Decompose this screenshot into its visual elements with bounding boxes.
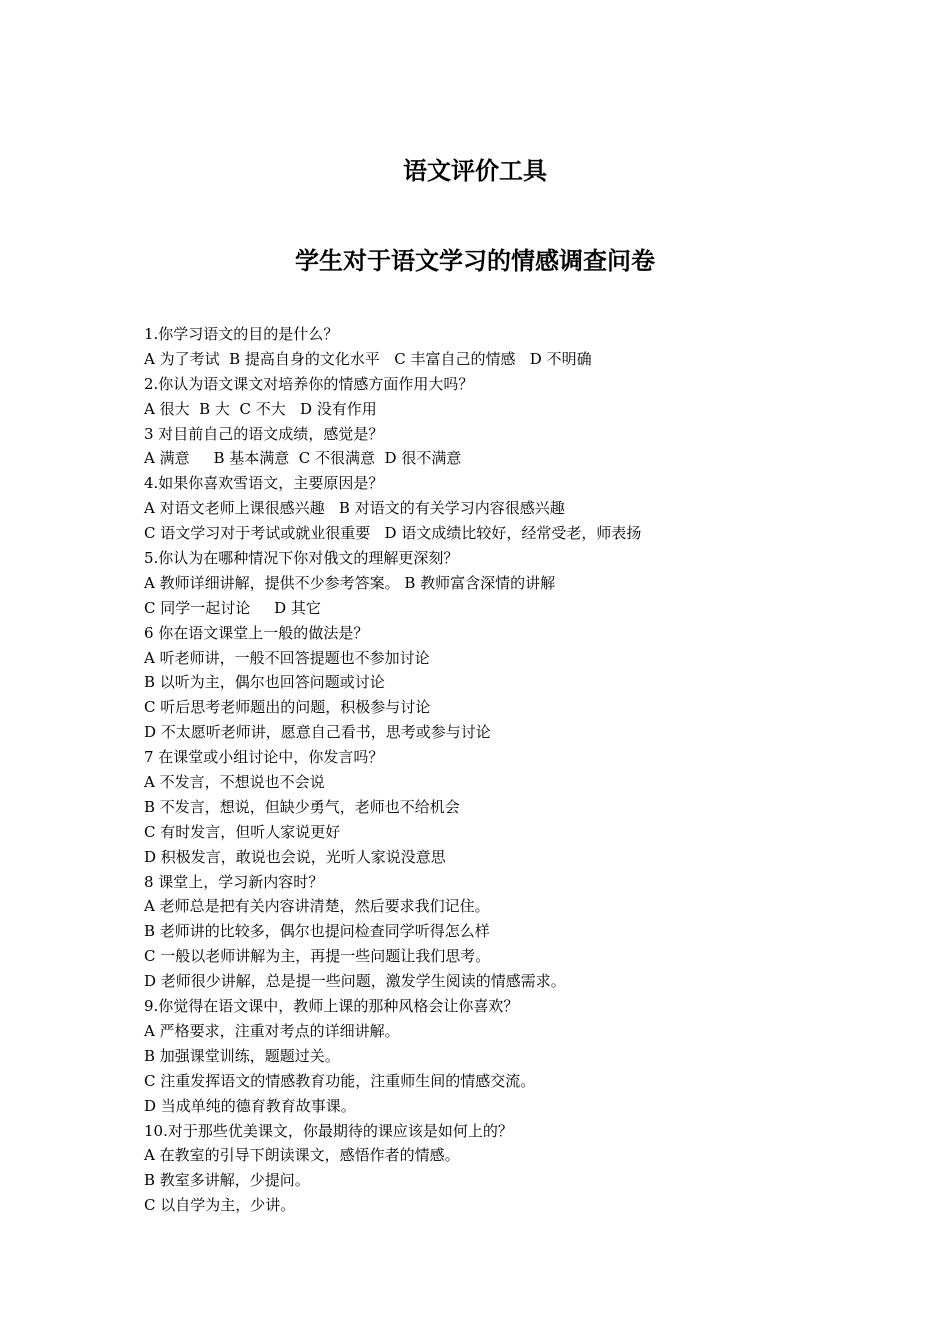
document-title: 语文评价工具 bbox=[403, 157, 547, 185]
questionnaire-line: 5.你认为在哪种情况下你对俄文的理解更深刻？ bbox=[144, 549, 459, 568]
questionnaire-line: 10.对于那些优美课文，你最期待的课应该是如何上的？ bbox=[144, 1121, 513, 1140]
questionnaire-line: 2.你认为语文课文对培养你的情感方面作用大吗？ bbox=[144, 374, 474, 393]
questionnaire-line: A 很大 B 大 C 不大 D 没有作用 bbox=[144, 399, 377, 418]
questionnaire-line: 3 对目前自己的语文成绩，感觉是？ bbox=[144, 424, 384, 443]
questionnaire-line: A 严格要求，注重对考点的详细讲解。 bbox=[144, 1021, 400, 1040]
questionnaire-line: B 不发言，想说，但缺少勇气，老师也不给机会 bbox=[144, 797, 460, 816]
questionnaire-line: 7 在课堂或小组讨论中，你发言吗？ bbox=[144, 748, 384, 767]
questionnaire-line: 4.如果你喜欢雪语文，主要原因是？ bbox=[144, 474, 384, 493]
questionnaire-line: B 以听为主，偶尔也回答问题或讨论 bbox=[144, 673, 385, 692]
questionnaire-line: C 听后思考老师题出的问题，积极参与讨论 bbox=[144, 698, 431, 717]
questionnaire-line: 1.你学习语文的目的是什么？ bbox=[144, 325, 339, 343]
questionnaire-line: B 老师讲的比较多，偶尔也提问检查同学听得怎么样 bbox=[144, 922, 490, 941]
questionnaire-line: 6 你在语文课堂上一般的做法是？ bbox=[144, 623, 369, 642]
questionnaire-line: D 不太愿听老师讲，愿意自己看书，思考或参与讨论 bbox=[144, 723, 491, 742]
questionnaire-line: B 教室多讲解，少提问。 bbox=[144, 1171, 310, 1190]
questionnaire-line: C 语文学习对于考试或就业很重要 D 语文成绩比较好，经常受老，师表扬 bbox=[144, 524, 642, 543]
questionnaire-line: C 一般以老师讲解为主，再提一些问题让我们思考。 bbox=[144, 947, 491, 966]
questionnaire-line: A 在教室的引导下朗读课文，感悟作者的情感。 bbox=[144, 1146, 460, 1165]
questionnaire-line: B 加强课堂训练，题题过关。 bbox=[144, 1046, 340, 1065]
questionnaire-line: 8 课堂上，学习新内容时？ bbox=[144, 872, 324, 891]
questionnaire-line: D 积极发言，敢说也会说，光听人家说没意思 bbox=[144, 847, 446, 866]
questionnaire-line: A 教师详细讲解，提供不少参考答案。 B 教师富含深情的讲解 bbox=[144, 573, 556, 592]
questionnaire-line: A 不发言，不想说也不会说 bbox=[144, 773, 325, 792]
questionnaire-line: A 对语文老师上课很感兴趣 B 对语文的有关学习内容很感兴趣 bbox=[144, 499, 565, 518]
document-subtitle: 学生对于语文学习的情感调查问卷 bbox=[295, 247, 655, 275]
questionnaire-line: D 老师很少讲解，总是提一些问题，激发学生阅读的情感需求。 bbox=[144, 972, 566, 991]
questionnaire-line: A 为了考试 B 提高自身的文化水平 C 丰富自己的情感 D 不明确 bbox=[144, 349, 592, 368]
questionnaire-line: C 注重发挥语文的情感教育功能，注重师生间的情感交流。 bbox=[144, 1071, 536, 1090]
questionnaire-line: A 听老师讲，一般不回答提题也不参加讨论 bbox=[144, 648, 430, 667]
questionnaire-line: C 同学一起讨论 D 其它 bbox=[144, 598, 321, 617]
questionnaire-line: C 以自学为主，少讲。 bbox=[144, 1196, 296, 1215]
questionnaire-line: A 老师总是把有关内容讲清楚，然后要求我们记住。 bbox=[144, 897, 490, 916]
questionnaire-line: C 有时发言，但听人家说更好 bbox=[144, 822, 341, 841]
questionnaire-line: A 满意 B 基本满意 C 不很满意 D 很不满意 bbox=[144, 449, 462, 468]
questionnaire-body bbox=[144, 322, 844, 1218]
questionnaire-line: D 当成单纯的德育教育故事课。 bbox=[144, 1096, 356, 1115]
questionnaire-line: 9.你觉得在语文课中，教师上课的那种风格会让你喜欢？ bbox=[144, 997, 519, 1016]
